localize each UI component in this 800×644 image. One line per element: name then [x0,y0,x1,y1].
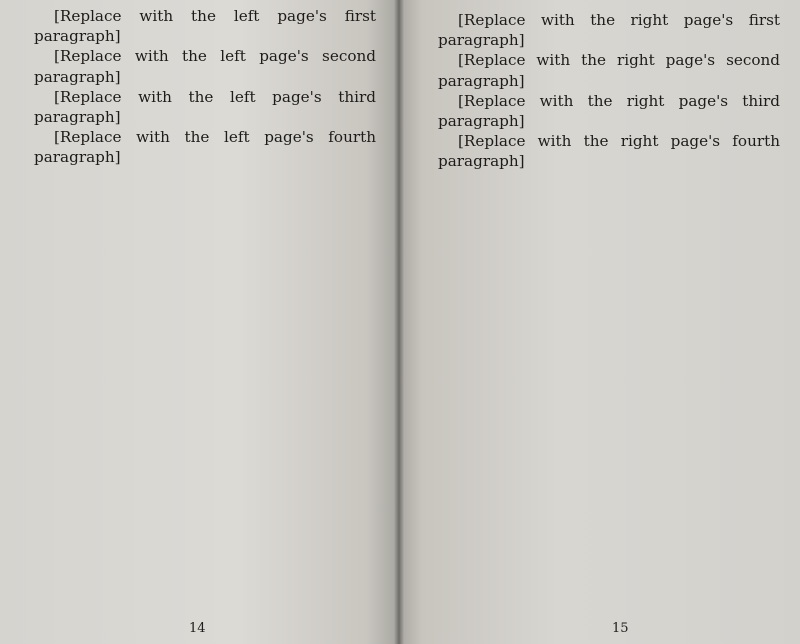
paragraph: [Replace with the left page's second paragraph] [34,47,376,86]
left-page [0,0,398,644]
page-number-left: 14 [189,621,206,636]
page-number-right: 15 [612,621,629,636]
left-page-text [34,6,376,168]
paragraph: [Replace with the left page's fourth paragraph] [34,128,376,167]
paragraph: [Replace with the right page's third paragraph] [438,91,780,131]
paragraph: [Replace with the right page's first paragraph] [438,11,780,50]
paragraph: [Replace with the left page's first paragraph] [34,7,376,46]
paragraph: [Replace with the right page's second paragraph] [438,51,780,90]
paragraph: [Replace with the right page's fourth paragraph] [438,132,780,171]
right-page-text [438,10,780,172]
right-page [398,0,800,644]
paragraph: [Replace with the left page's third paragraph] [34,87,376,127]
